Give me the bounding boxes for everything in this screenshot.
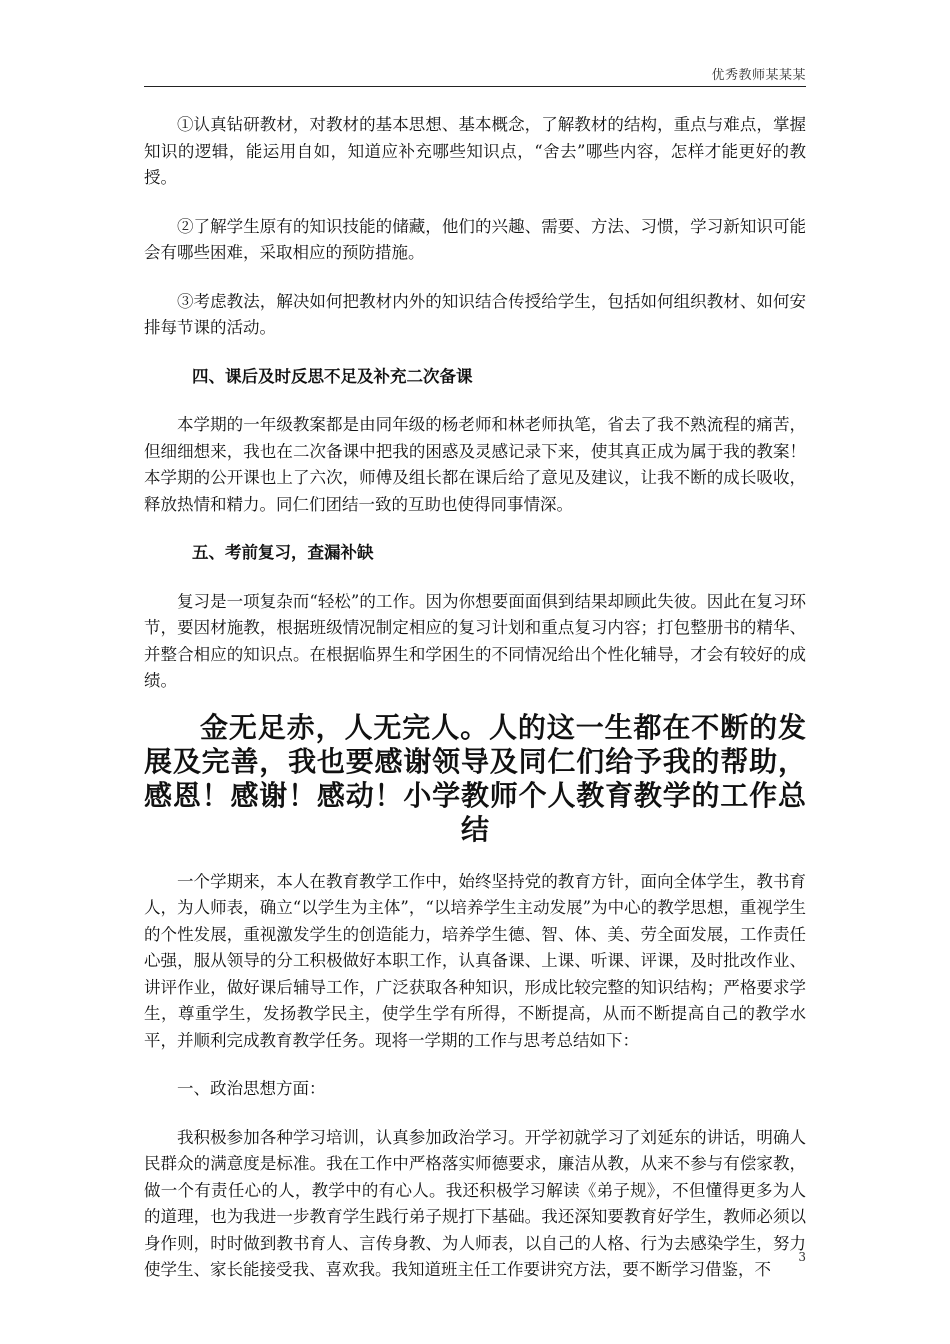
section-heading-politics: 一、政治思想方面： — [177, 1079, 326, 1098]
section-heading-review: 五、考前复习，查漏补缺 — [192, 543, 374, 562]
header-divider — [144, 86, 806, 87]
page-number: 3 — [798, 1250, 806, 1264]
paragraph-teaching-methods: ③考虑教法，解决如何把教材内外的知识结合传授给学生，包括如何组织教材、如何安排每节课的活动。 — [144, 291, 806, 337]
paragraph-understand-students: ②了解学生原有的知识技能的储藏，他们的兴趣、需要、方法、习惯，学习新知识可能会有哪些困难，采取相应的预防措施。 — [144, 216, 806, 262]
paragraph-lesson-plans: 本学期的一年级教案都是由同年级的杨老师和林老师执笔，省去了我不熟流程的痛苦，但细细想来，我也在二次备课中把我的困惑及灵感记录下来，使其真正成为属于我的教案！本学期的公开课也上了六次，师傅及组长都在课后给了意见及建议，让我不断的成长吸收，释放热情和精力。同仁们团结一致的互助也使得同事情深。 — [144, 415, 806, 514]
document-body — [144, 112, 806, 1284]
document-title: 金无足赤，人无完人。人的这一生都在不断的发展及完善，我也要感谢领导及同仁们给予我的帮助，感恩！感谢！感动！小学教师个人教育教学的工作总结 — [144, 710, 806, 846]
paragraph-study-materials: ①认真钻研教材，对教材的基本思想、基本概念，了解教材的结构，重点与难点，掌握知识的逻辑，能运用自如，知道应补充哪些知识点，“舍去”哪些内容，怎样才能更好的教授。 — [144, 115, 806, 187]
paragraph-exam-review: 复习是一项复杂而“轻松”的工作。因为你想要面面俱到结果却顾此失彼。因此在复习环节，要因材施教，根据班级情况制定相应的复习计划和重点复习内容；打包整册书的精华、并整合相应的知识点。在根据临界生和学困生的不同情况给出个性化辅导，才会有较好的成绩。 — [144, 591, 806, 690]
paragraph-semester-summary: 一个学期来，本人在教育教学工作中，始终坚持党的教育方针，面向全体学生，教书育人，为人师表，确立“以学生为主体”，“以培养学生主动发展”为中心的教学思想，重视学生的个性发展，重视激发学生的创造能力，培养学生德、智、体、美、劳全面发展，工作责任心强，服从领导的分工积极做好本职工作，认真备课、上课、听课、评课，及时批改作业、讲评作业，做好课后辅导工作，广泛获取各种知识，形成比较完整的知识结构；严格要求学生，尊重学生，发扬教学民主，使学生学有所得，不断提高，从而不断提高自己的教学水平，并顺利完成教育教学任务。现将一学期的工作与思考总结如下： — [144, 871, 806, 1050]
paragraph-political-study: 我积极参加各种学习培训，认真参加政治学习。开学初就学习了刘延东的讲话，明确人民群众的满意度是标准。我在工作中严格落实师德要求，廉洁从教，从来不参与有偿家教，做一个有责任心的人，教学中的有心人。我还积极学习解读《弟子规》，不但懂得更多为人的道理，也为我进一步教育学生践行弟子规打下基础。我还深知要教育好学生，教师必须以身作则，时时做到教书育人、言传身教、为人师表，以自己的人格、行为去感染学生，努力使学生、家长能接受我、喜欢我。我知道班主任工作要讲究方法，要不断学习借鉴，不 — [144, 1127, 806, 1279]
page-header: 优秀教师某某某 — [711, 68, 806, 83]
section-heading-reflection: 四、课后及时反思不足及补充二次备课 — [192, 366, 473, 386]
